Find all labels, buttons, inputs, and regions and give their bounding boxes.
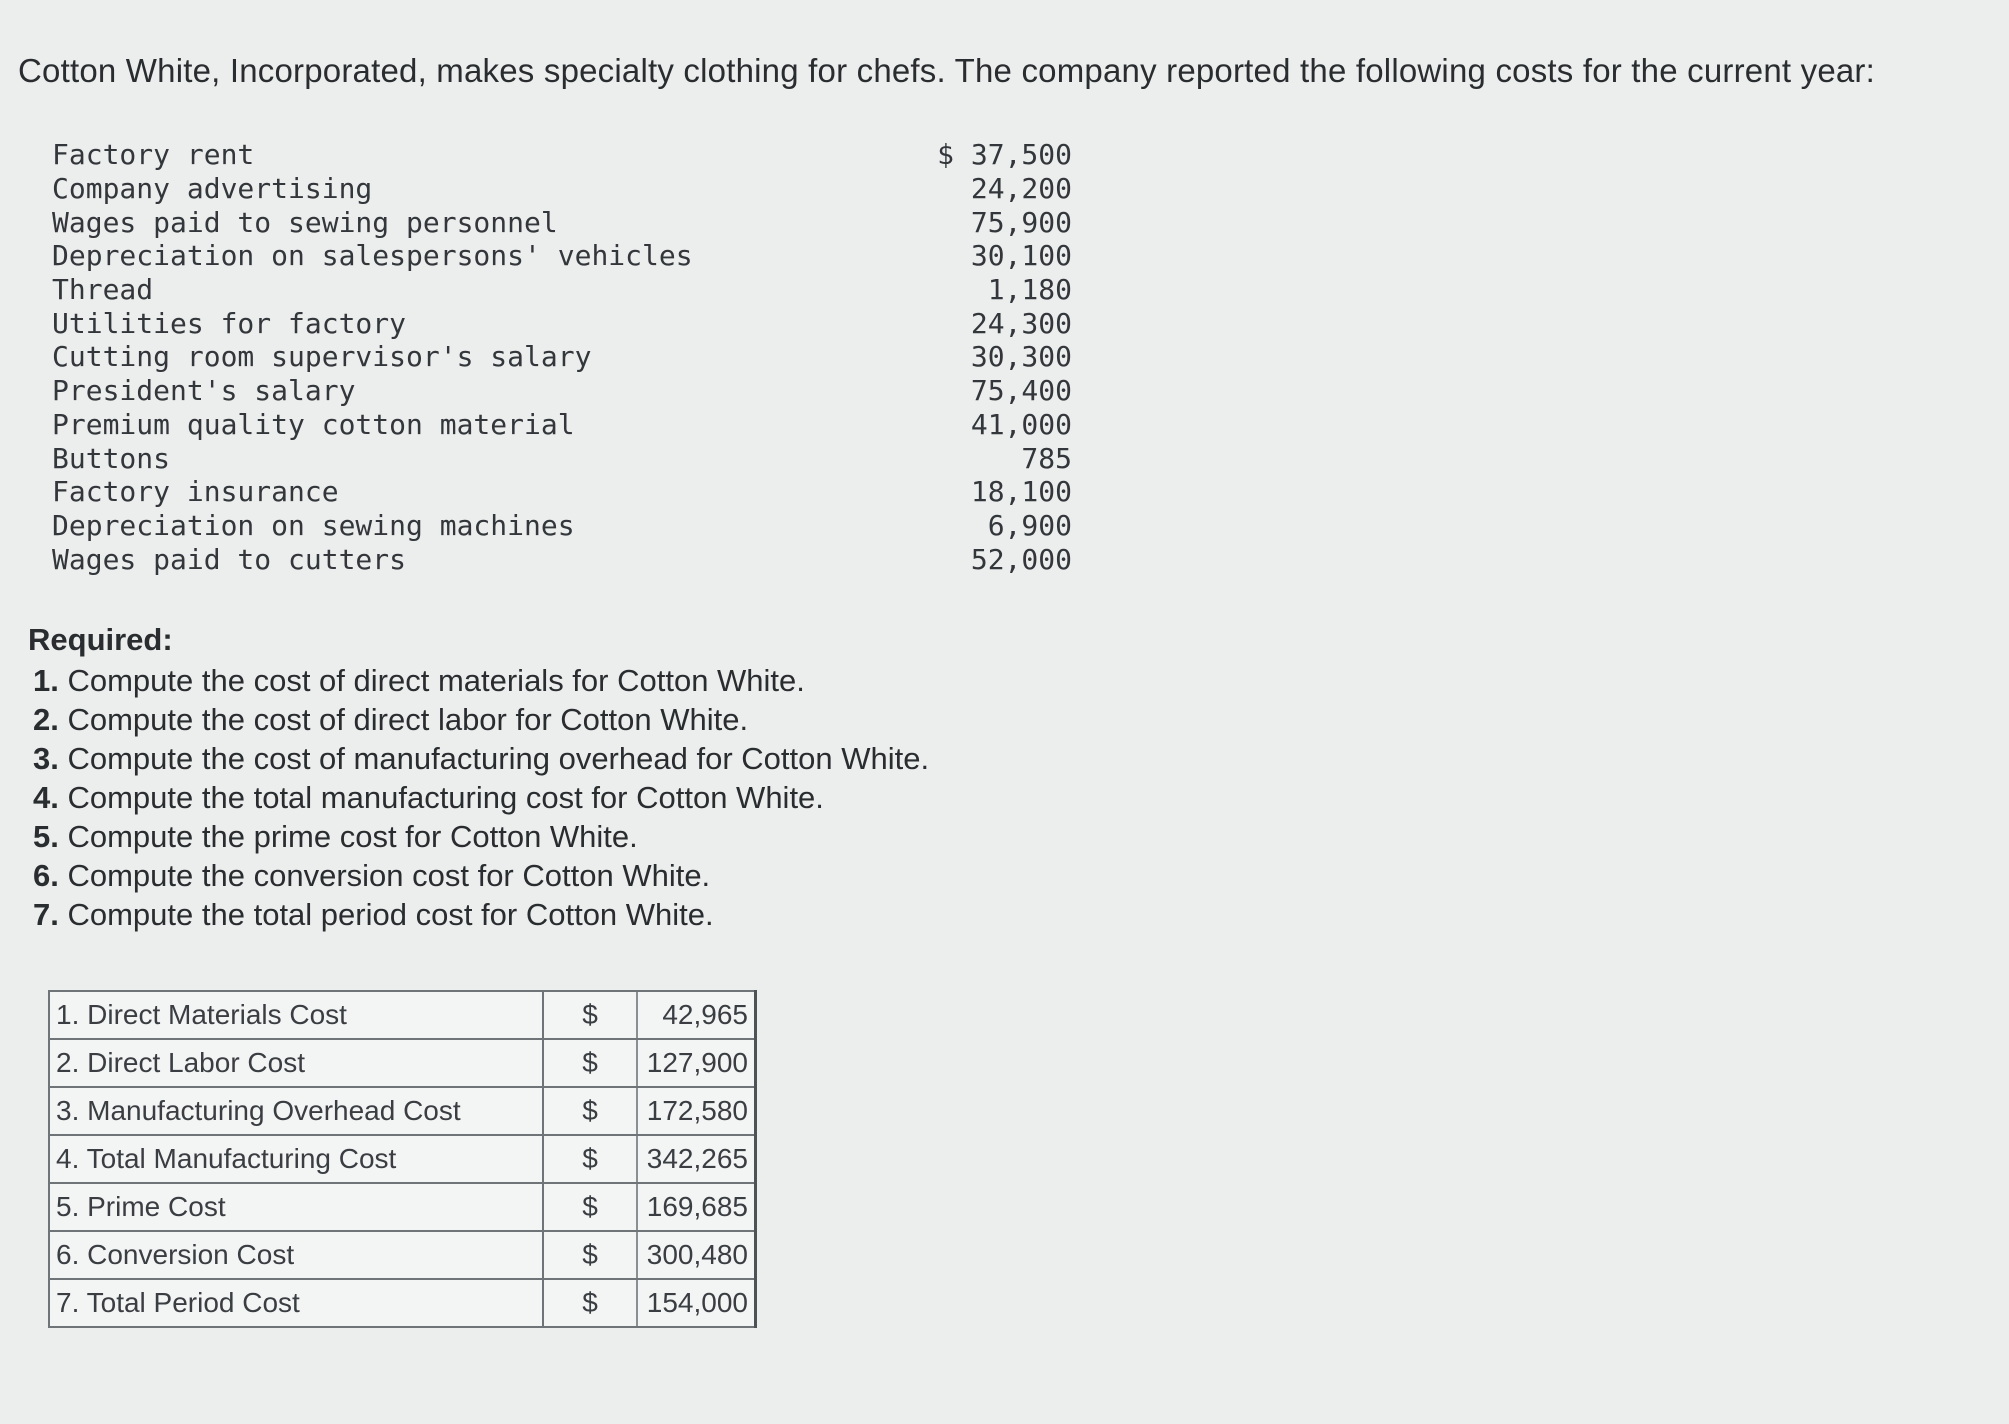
answer-currency: $ [543, 1135, 637, 1183]
answer-currency: $ [543, 1039, 637, 1087]
answer-row [49, 1231, 756, 1279]
cost-row [52, 138, 1072, 172]
required-item-number: 7. [33, 897, 59, 932]
cost-row [52, 408, 1072, 442]
required-title: Required: [28, 622, 173, 657]
required-item-number: 5. [33, 819, 59, 854]
answer-currency: $ [543, 1279, 637, 1327]
cost-label: Factory rent [52, 138, 255, 172]
required-item [28, 817, 929, 856]
cost-amount: 75,400 [970, 374, 1072, 408]
required-item-text: Compute the cost of direct materials for Cotton White. [67, 663, 805, 698]
answer-row [49, 1279, 756, 1327]
answer-input[interactable]: 42,965 [637, 991, 756, 1039]
required-item [28, 778, 929, 817]
answer-input[interactable]: 127,900 [637, 1039, 756, 1087]
cost-row [52, 441, 1072, 475]
cost-row [52, 374, 1072, 408]
cost-label: Factory insurance [52, 475, 339, 509]
answer-label: 7. Total Period Cost [49, 1279, 543, 1327]
cost-amount: 1,180 [987, 273, 1072, 307]
cost-amount: 30,300 [970, 340, 1072, 374]
required-item-text: Compute the cost of direct labor for Cotton White. [67, 702, 749, 737]
cost-row [52, 475, 1072, 509]
required-item-number: 4. [33, 780, 59, 815]
cost-label: Utilities for factory [52, 306, 407, 340]
required-item [28, 895, 929, 934]
answer-row [49, 1039, 756, 1087]
cost-row [52, 239, 1072, 273]
required-item-text: Compute the prime cost for Cotton White. [67, 819, 638, 854]
answer-label: 2. Direct Labor Cost [49, 1039, 543, 1087]
cost-label: Cutting room supervisor's salary [52, 340, 592, 374]
answer-input[interactable]: 169,685 [637, 1183, 756, 1231]
cost-amount: 785 [1021, 441, 1072, 475]
cost-label: Company advertising [52, 172, 373, 206]
required-item-number: 2. [33, 702, 59, 737]
answer-row [49, 1135, 756, 1183]
cost-amount: 6,900 [987, 508, 1072, 542]
cost-row [52, 340, 1072, 374]
answer-label: 6. Conversion Cost [49, 1231, 543, 1279]
problem-intro: Cotton White, Incorporated, makes specialty clothing for chefs. The company reported the following costs for the current year: [18, 52, 1875, 89]
cost-amount: 52,000 [970, 542, 1072, 576]
required-item-text: Compute the total manufacturing cost for Cotton White. [67, 780, 824, 815]
cost-row [52, 205, 1072, 239]
answer-row [49, 1183, 756, 1231]
required-item-number: 1. [33, 663, 59, 698]
cost-amount: 30,100 [970, 239, 1072, 273]
cost-label: Depreciation on sewing machines [52, 508, 575, 542]
answer-label: 5. Prime Cost [49, 1183, 543, 1231]
answer-table [48, 990, 757, 1328]
required-item [28, 700, 929, 739]
answer-row [49, 1087, 756, 1135]
answer-input[interactable]: 300,480 [637, 1231, 756, 1279]
cost-amount: 18,100 [970, 475, 1072, 509]
answer-label: 3. Manufacturing Overhead Cost [49, 1087, 543, 1135]
answer-input[interactable]: 172,580 [637, 1087, 756, 1135]
cost-label: Wages paid to cutters [52, 542, 407, 576]
required-item-text: Compute the total period cost for Cotton White. [67, 897, 714, 932]
cost-list [52, 138, 1072, 576]
cost-label: Thread [52, 273, 154, 307]
answer-input[interactable]: 154,000 [637, 1279, 756, 1327]
required-item [28, 661, 929, 700]
cost-label: Wages paid to sewing personnel [52, 205, 558, 239]
required-item-text: Compute the cost of manufacturing overhead for Cotton White. [67, 741, 930, 776]
cost-amount: 41,000 [970, 407, 1072, 441]
answer-input[interactable]: 342,265 [637, 1135, 756, 1183]
answer-row [49, 991, 756, 1039]
answer-currency: $ [543, 1087, 637, 1135]
required-section [28, 622, 929, 934]
required-item-number: 3. [33, 741, 59, 776]
cost-label: Buttons [52, 441, 171, 475]
cost-amount: 75,900 [970, 205, 1072, 239]
cost-row [52, 306, 1072, 340]
cost-amount: 24,300 [970, 306, 1072, 340]
cost-amount: $ 37,500 [937, 138, 1072, 172]
required-item [28, 856, 929, 895]
cost-row [52, 273, 1072, 307]
cost-label: Depreciation on salespersons' vehicles [52, 239, 693, 273]
answer-currency: $ [543, 991, 637, 1039]
answer-label: 1. Direct Materials Cost [49, 991, 543, 1039]
required-item-number: 6. [33, 858, 59, 893]
cost-label: Premium quality cotton material [52, 407, 575, 441]
required-item-text: Compute the conversion cost for Cotton White. [67, 858, 711, 893]
answer-currency: $ [543, 1231, 637, 1279]
cost-row [52, 542, 1072, 576]
cost-label: President's salary [52, 374, 356, 408]
cost-amount: 24,200 [970, 172, 1072, 206]
required-item [28, 739, 929, 778]
cost-row [52, 509, 1072, 543]
answer-currency: $ [543, 1183, 637, 1231]
cost-row [52, 172, 1072, 206]
answer-label: 4. Total Manufacturing Cost [49, 1135, 543, 1183]
